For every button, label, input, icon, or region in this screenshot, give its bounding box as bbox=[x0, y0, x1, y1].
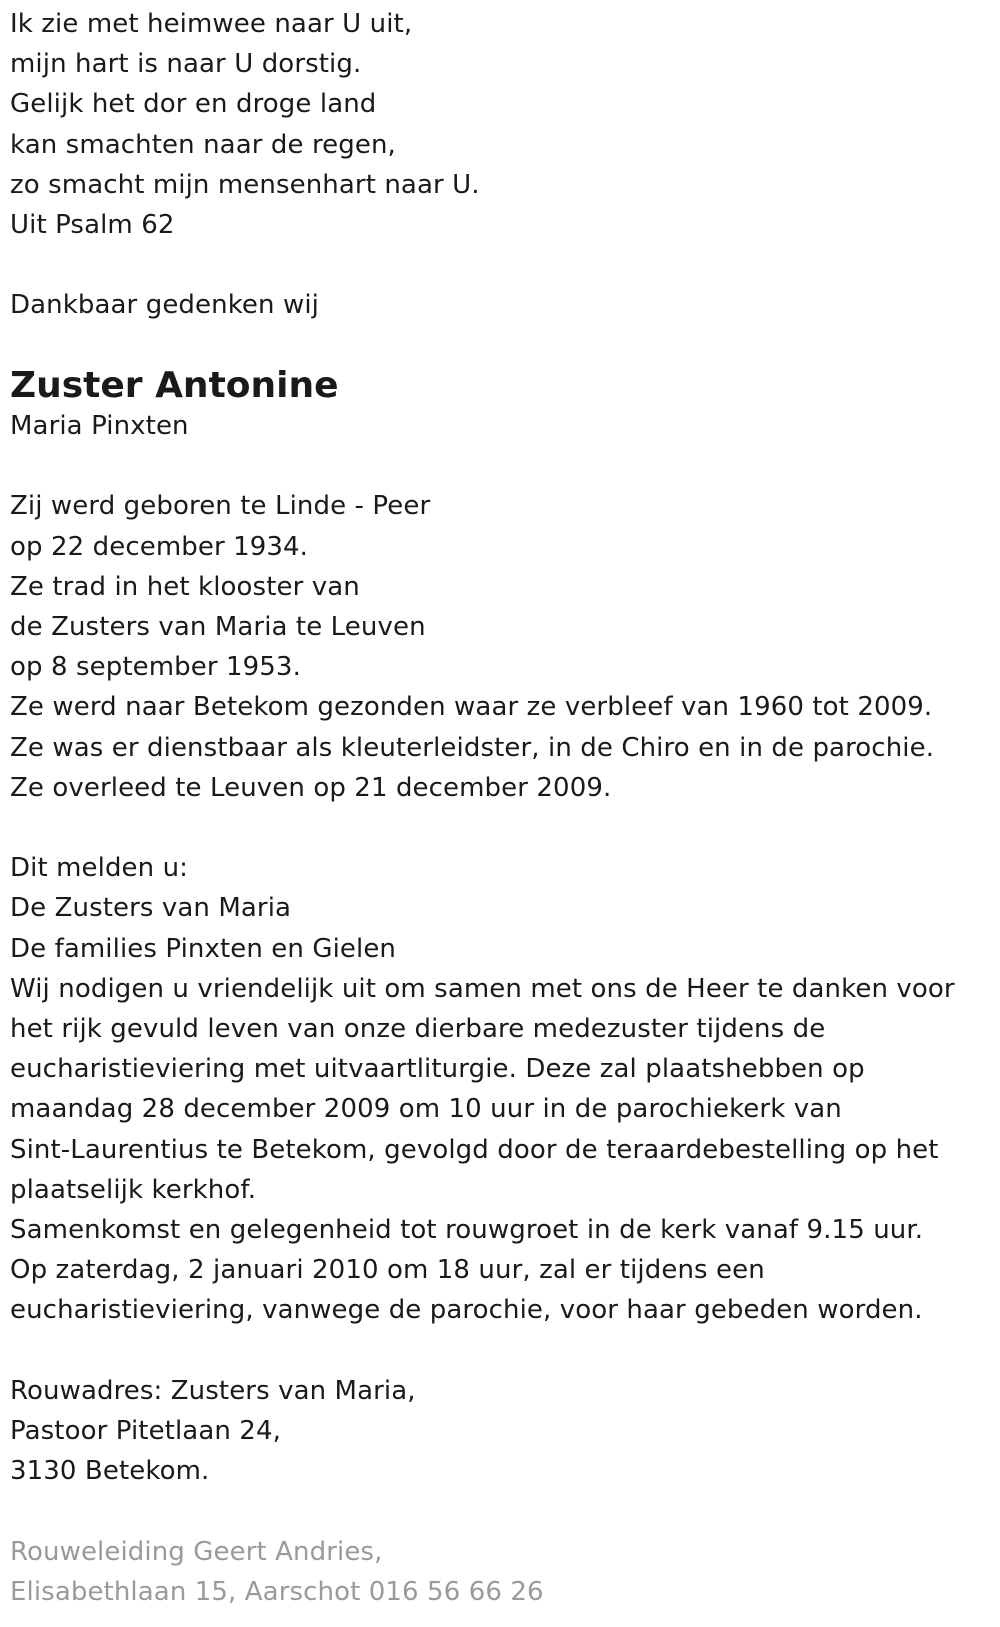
announcement-line: maandag 28 december 2009 om 10 uur in de parochiekerk van bbox=[10, 1094, 842, 1125]
biography-line: Ze overleed te Leuven op 21 december 2009. bbox=[10, 772, 612, 803]
spacer bbox=[10, 808, 995, 848]
deceased-name: Zuster Antonine bbox=[10, 364, 339, 406]
announcement-block bbox=[10, 848, 995, 1330]
biography-line: Ze werd naar Betekom gezonden waar ze verbleef van 1960 tot 2009. bbox=[10, 692, 933, 723]
biography-line: Ze trad in het klooster van bbox=[10, 571, 360, 602]
announcement-line: eucharistieviering, vanwege de parochie, voor haar gebeden worden. bbox=[10, 1295, 923, 1326]
biography-line: op 8 september 1953. bbox=[10, 652, 301, 683]
poem-line: mijn hart is naar U dorstig. bbox=[10, 49, 362, 80]
announcement-line: Wij nodigen u vriendelijk uit om samen met ons de Heer te danken voor bbox=[10, 973, 955, 1004]
spacer bbox=[10, 1331, 995, 1371]
spacer bbox=[10, 326, 995, 366]
announcement-line: Op zaterdag, 2 januari 2010 om 18 uur, zal er tijdens een bbox=[10, 1255, 765, 1286]
address-line: Pastoor Pitetlaan 24, bbox=[10, 1416, 281, 1447]
deceased-civil-name: Maria Pinxten bbox=[10, 411, 189, 441]
obituary-document bbox=[10, 0, 995, 1612]
spacer bbox=[10, 446, 995, 486]
poem-line: Gelijk het dor en droge land bbox=[10, 89, 377, 120]
announcement-line: het rijk gevuld leven van onze dierbare medezuster tijdens de bbox=[10, 1014, 826, 1045]
biography-line: Zij werd geboren te Linde - Peer bbox=[10, 491, 431, 522]
announcement-line: plaatselijk kerkhof. bbox=[10, 1174, 257, 1205]
announcement-line: Samenkomst en gelegenheid tot rouwgroet in de kerk vanaf 9.15 uur. bbox=[10, 1215, 924, 1246]
poem-line: zo smacht mijn mensenhart naar U. bbox=[10, 169, 480, 200]
funeral-director-block bbox=[10, 1532, 995, 1612]
intro-text: Dankbaar gedenken wij bbox=[10, 290, 319, 321]
funeral-director-line: Elisabethlaan 15, Aarschot 016 56 66 26 bbox=[10, 1576, 544, 1607]
poem-source: Uit Psalm 62 bbox=[10, 210, 175, 241]
spacer bbox=[10, 1491, 995, 1531]
poem-block bbox=[10, 0, 995, 245]
announcement-line: eucharistieviering met uitvaartliturgie. Deze zal plaatshebben op bbox=[10, 1054, 865, 1085]
announcement-line: Dit melden u: bbox=[10, 853, 189, 884]
biography-line: op 22 december 1934. bbox=[10, 531, 309, 562]
address-line: Rouwadres: Zusters van Maria, bbox=[10, 1375, 416, 1406]
announcement-line: De families Pinxten en Gielen bbox=[10, 933, 397, 964]
funeral-director-line: Rouweleiding Geert Andries, bbox=[10, 1536, 383, 1567]
address-block bbox=[10, 1371, 995, 1492]
address-line: 3130 Betekom. bbox=[10, 1456, 210, 1487]
biography-block bbox=[10, 486, 995, 808]
announcement-line: De Zusters van Maria bbox=[10, 893, 292, 924]
poem-line: kan smachten naar de regen, bbox=[10, 129, 396, 160]
spacer bbox=[10, 245, 995, 285]
announcement-line: Sint-Laurentius te Betekom, gevolgd door de teraardebestelling op het bbox=[10, 1134, 939, 1165]
poem-line: Ik zie met heimwee naar U uit, bbox=[10, 9, 413, 39]
biography-line: de Zusters van Maria te Leuven bbox=[10, 612, 426, 642]
biography-line: Ze was er dienstbaar als kleuterleidster, in de Chiro en in de parochie. bbox=[10, 732, 935, 763]
